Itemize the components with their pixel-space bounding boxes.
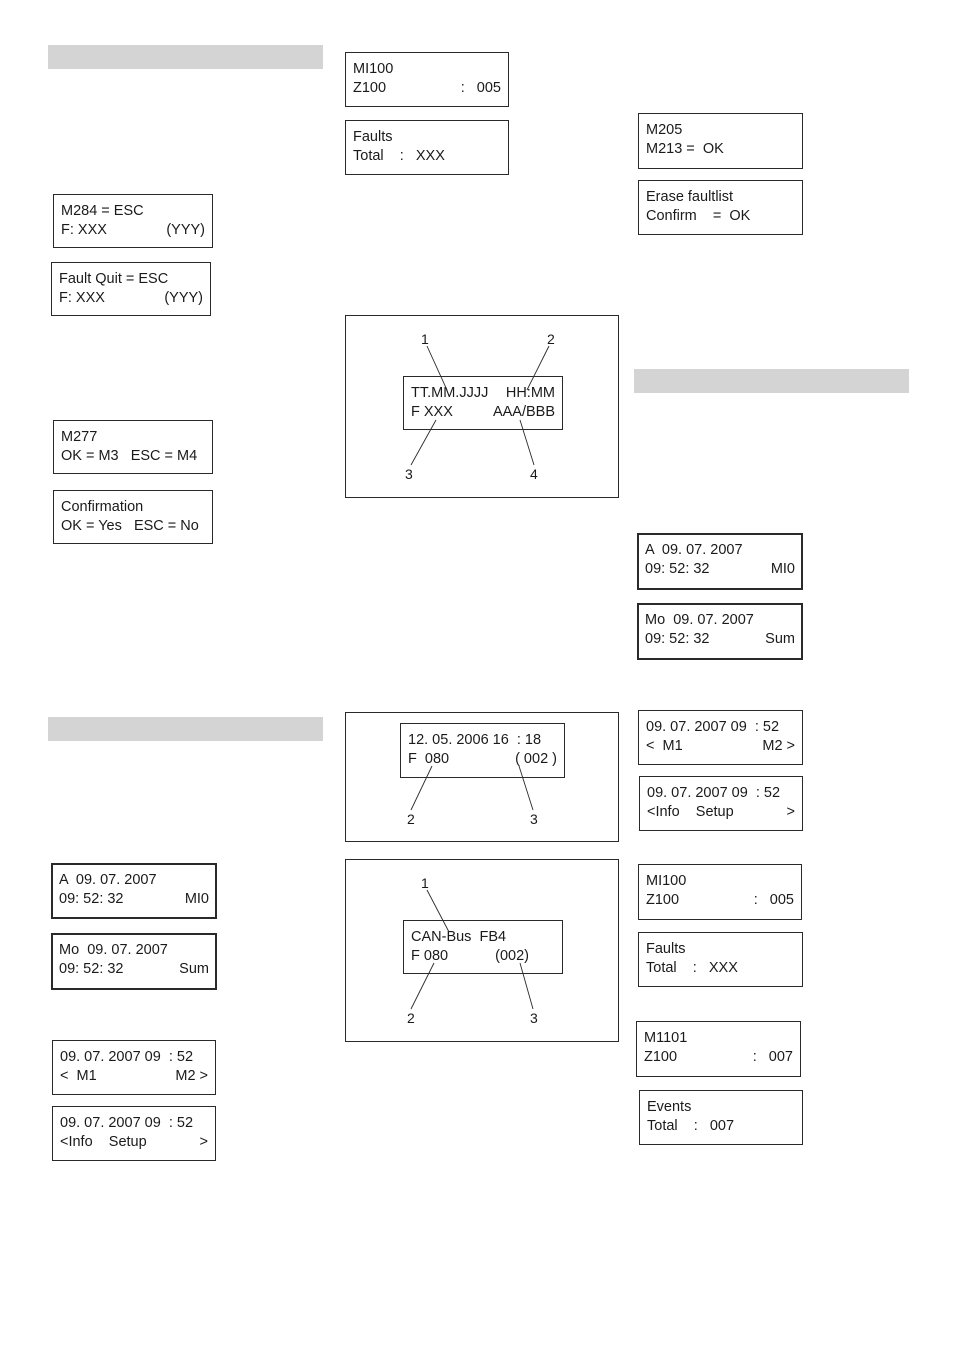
lcd-line: ( 002 ) <box>515 750 557 767</box>
lcd-line: 09: 52: 32 <box>59 890 124 907</box>
lcd-line: : 007 <box>752 1048 793 1065</box>
lcd-line: F: XXX <box>59 289 105 306</box>
lcd-line: Erase faultlist <box>646 189 734 205</box>
lcd-line: : 005 <box>753 891 794 908</box>
lcd-line: < M1 <box>60 1067 97 1084</box>
lcd-line: F: XXX <box>61 221 107 238</box>
lcd-line: M205 <box>646 122 683 138</box>
callout-number: 1 <box>421 331 429 347</box>
lcd-line: : 005 <box>460 79 501 96</box>
lcd-line: OK = Yes ESC = No <box>61 517 199 534</box>
lcd-line: MI0 <box>184 890 209 907</box>
lcd-line: (YYY) <box>164 289 203 306</box>
lcd-line: Confirmation <box>61 499 144 515</box>
lcd-line: 12. 05. 2006 16 : 18 <box>408 732 542 748</box>
callout-number: 2 <box>407 1010 415 1026</box>
leader-line <box>411 963 434 1009</box>
leader-line <box>427 890 449 932</box>
lcd-line: Mo 09. 07. 2007 <box>59 942 168 958</box>
leader-line <box>520 963 533 1009</box>
lcd-line: (YYY) <box>166 221 205 238</box>
callout-number: 2 <box>547 331 555 347</box>
lcd-events <box>639 1090 803 1145</box>
lcd-line: 09. 07. 2007 09 : 52 <box>647 785 781 801</box>
lcd-line: A 09. 07. 2007 <box>59 872 157 888</box>
lcd-line: Total : 007 <box>647 1117 735 1134</box>
lcd-line: 09: 52: 32 <box>645 630 710 647</box>
lcd-line: A 09. 07. 2007 <box>645 542 743 558</box>
lcd-erase-faultlist <box>638 180 803 235</box>
lcd-line: M1101 <box>644 1030 688 1046</box>
lcd-line: CAN-Bus FB4 <box>411 929 507 945</box>
lcd-line: F XXX <box>411 403 453 420</box>
lcd-line: M277 <box>61 429 98 445</box>
callout-number: 3 <box>405 466 413 482</box>
leader-line <box>411 420 436 465</box>
lcd-line: Fault Quit = ESC <box>59 271 169 287</box>
lcd-line: Sum <box>765 630 795 647</box>
lcd-line: F 080 <box>411 947 449 964</box>
lcd-line: 09. 07. 2007 09 : 52 <box>60 1049 194 1065</box>
lcd-line: Total : XXX <box>353 147 445 164</box>
lcd-line: Faults <box>646 941 686 957</box>
lcd-line: <Info Setup <box>647 803 734 820</box>
callout-number: 4 <box>530 466 538 482</box>
callout-number: 1 <box>421 875 429 891</box>
lcd-line: AAA/BBB <box>492 403 555 420</box>
lcd-m205 <box>638 113 803 169</box>
lcd-line: <Info Setup <box>60 1133 147 1150</box>
leader-line <box>527 346 549 390</box>
lcd-line: F 080 <box>408 750 450 767</box>
lcd-line: Z100 <box>644 1048 678 1065</box>
lcd-line: M213 = OK <box>646 140 724 157</box>
lcd-line: OK = M3 ESC = M4 <box>61 447 198 464</box>
leader-line <box>519 766 533 810</box>
lcd-line: > <box>199 1133 208 1150</box>
lcd-line: Mo 09. 07. 2007 <box>645 612 754 628</box>
lcd-line: HH:MM <box>505 385 555 401</box>
callout-number: 2 <box>407 811 415 827</box>
leader-line <box>520 420 534 465</box>
lcd-line: Total : XXX <box>646 959 738 976</box>
lcd-line: 09: 52: 32 <box>645 560 710 577</box>
lcd-line: Faults <box>353 129 393 145</box>
lcd-info-setup <box>639 776 803 831</box>
lcd-m1-m2 <box>638 710 803 765</box>
lcd-line: Confirm = OK <box>646 207 751 224</box>
lcd-line: MI0 <box>770 560 795 577</box>
lcd-line: MI100 <box>353 61 394 77</box>
lcd-line: < M1 <box>646 737 683 754</box>
lcd-line: M2 > <box>175 1067 208 1084</box>
lcd-line: 09: 52: 32 <box>59 960 124 977</box>
lcd-faults <box>638 932 803 987</box>
lcd-m1101 <box>636 1021 801 1077</box>
leader-line <box>427 346 447 390</box>
lcd-line: 09. 07. 2007 09 : 52 <box>60 1115 194 1131</box>
lcd-line: M2 > <box>762 737 795 754</box>
callout-number: 3 <box>530 1010 538 1026</box>
lcd-line: Z100 <box>646 891 680 908</box>
lcd-a-date <box>637 533 803 590</box>
lcd-line: (002) <box>495 947 529 964</box>
lcd-line: 09. 07. 2007 09 : 52 <box>646 719 780 735</box>
leader-line <box>411 766 432 810</box>
lcd-line: Events <box>647 1099 692 1115</box>
lcd-line: Sum <box>179 960 209 977</box>
callout-number: 3 <box>530 811 538 827</box>
lcd-mi100 <box>638 864 802 920</box>
lcd-line: M284 = ESC <box>61 203 144 219</box>
lcd-line: > <box>786 803 795 820</box>
lcd-line: TT.MM.JJJJ <box>411 385 489 401</box>
lcd-line: Z100 <box>353 79 387 96</box>
lcd-line: MI100 <box>646 873 687 889</box>
lcd-mo-date <box>637 603 803 660</box>
